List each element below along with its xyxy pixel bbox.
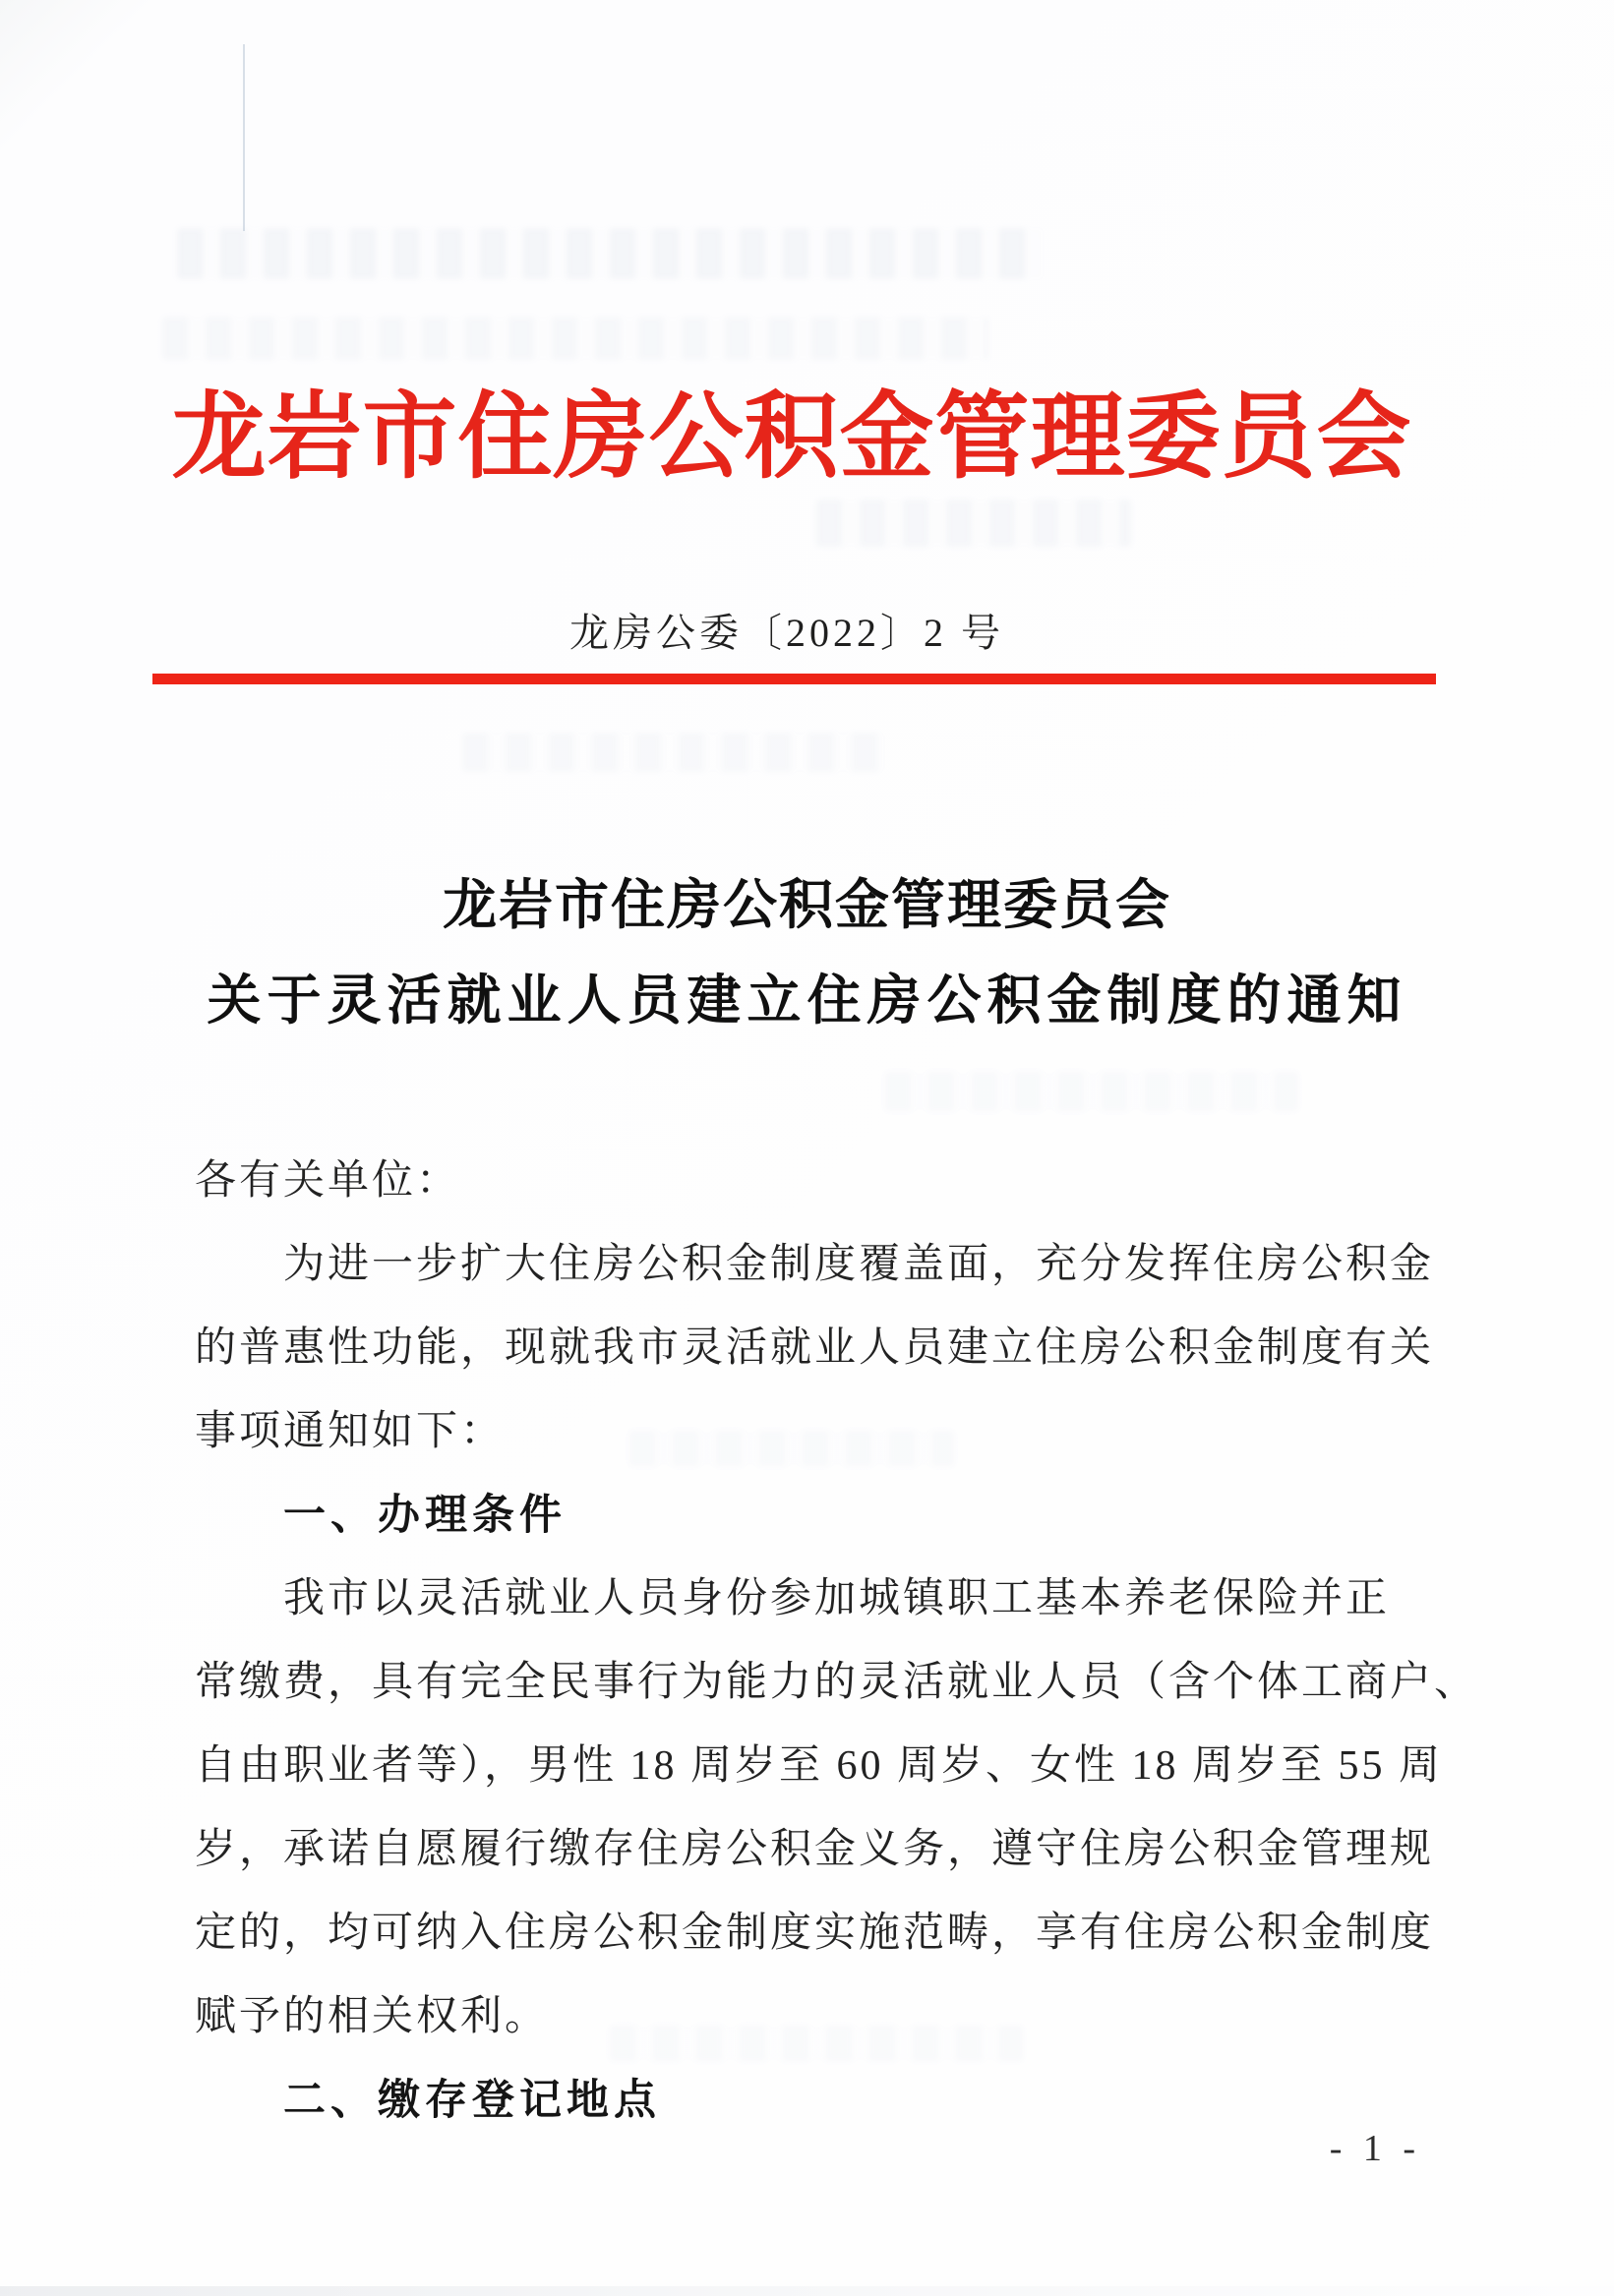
- intro-paragraph-line: 为进一步扩大住房公积金制度覆盖面，充分发挥住房公积金: [283, 1242, 1435, 1287]
- bleedthrough-artifact: [177, 228, 1043, 279]
- bleedthrough-artifact: [462, 733, 885, 772]
- section-1-heading: 一、办理条件: [283, 1492, 567, 1539]
- section-1-paragraph-line: 自由职业者等），男性 18 周岁至 60 周岁、女性 18 周岁至 55 周: [195, 1743, 1444, 1789]
- salutation: 各有关单位：: [195, 1158, 461, 1204]
- page-bottom-edge: [0, 2286, 1614, 2296]
- document-title: [0, 857, 1614, 1048]
- page-number: - 1 -: [1329, 2128, 1421, 2169]
- document-title-line2: 关于灵活就业人员建立住房公积金制度的通知: [207, 971, 1407, 1030]
- red-divider-rule: [152, 674, 1436, 684]
- section-1-paragraph-line: 我市以灵活就业人员身份参加城镇职工基本养老保险并正: [283, 1576, 1391, 1621]
- section-1-paragraph-line: 赋予的相关权利。: [195, 1994, 550, 2039]
- section-2-heading: 二、缴存登记地点: [283, 2077, 661, 2124]
- document-number: 龙房公委〔2022〕2 号: [569, 611, 1004, 655]
- scan-crease-artifact: [243, 44, 245, 231]
- intro-paragraph-line: 事项通知如下：: [195, 1409, 506, 1454]
- bleedthrough-artifact: [816, 500, 1131, 547]
- section-1-paragraph-line: 定的，均可纳入住房公积金制度实施范畴，享有住房公积金制度: [195, 1911, 1435, 1956]
- intro-paragraph-line: 的普惠性功能，现就我市灵活就业人员建立住房公积金制度有关: [195, 1325, 1435, 1371]
- document-title-line1: 龙岩市住房公积金管理委员会: [442, 875, 1171, 935]
- letterhead-org-name: 龙岩市住房公积金管理委员会: [171, 384, 1412, 490]
- section-1-paragraph-line: 岁，承诺自愿履行缴存住房公积金义务，遵守住房公积金管理规: [195, 1827, 1435, 1872]
- bleedthrough-artifact: [885, 1072, 1298, 1111]
- bleedthrough-artifact: [162, 317, 988, 360]
- section-1-paragraph-line: 常缴费，具有完全民事行为能力的灵活就业人员（含个体工商户、: [195, 1660, 1479, 1705]
- document-body: [195, 1140, 1479, 2143]
